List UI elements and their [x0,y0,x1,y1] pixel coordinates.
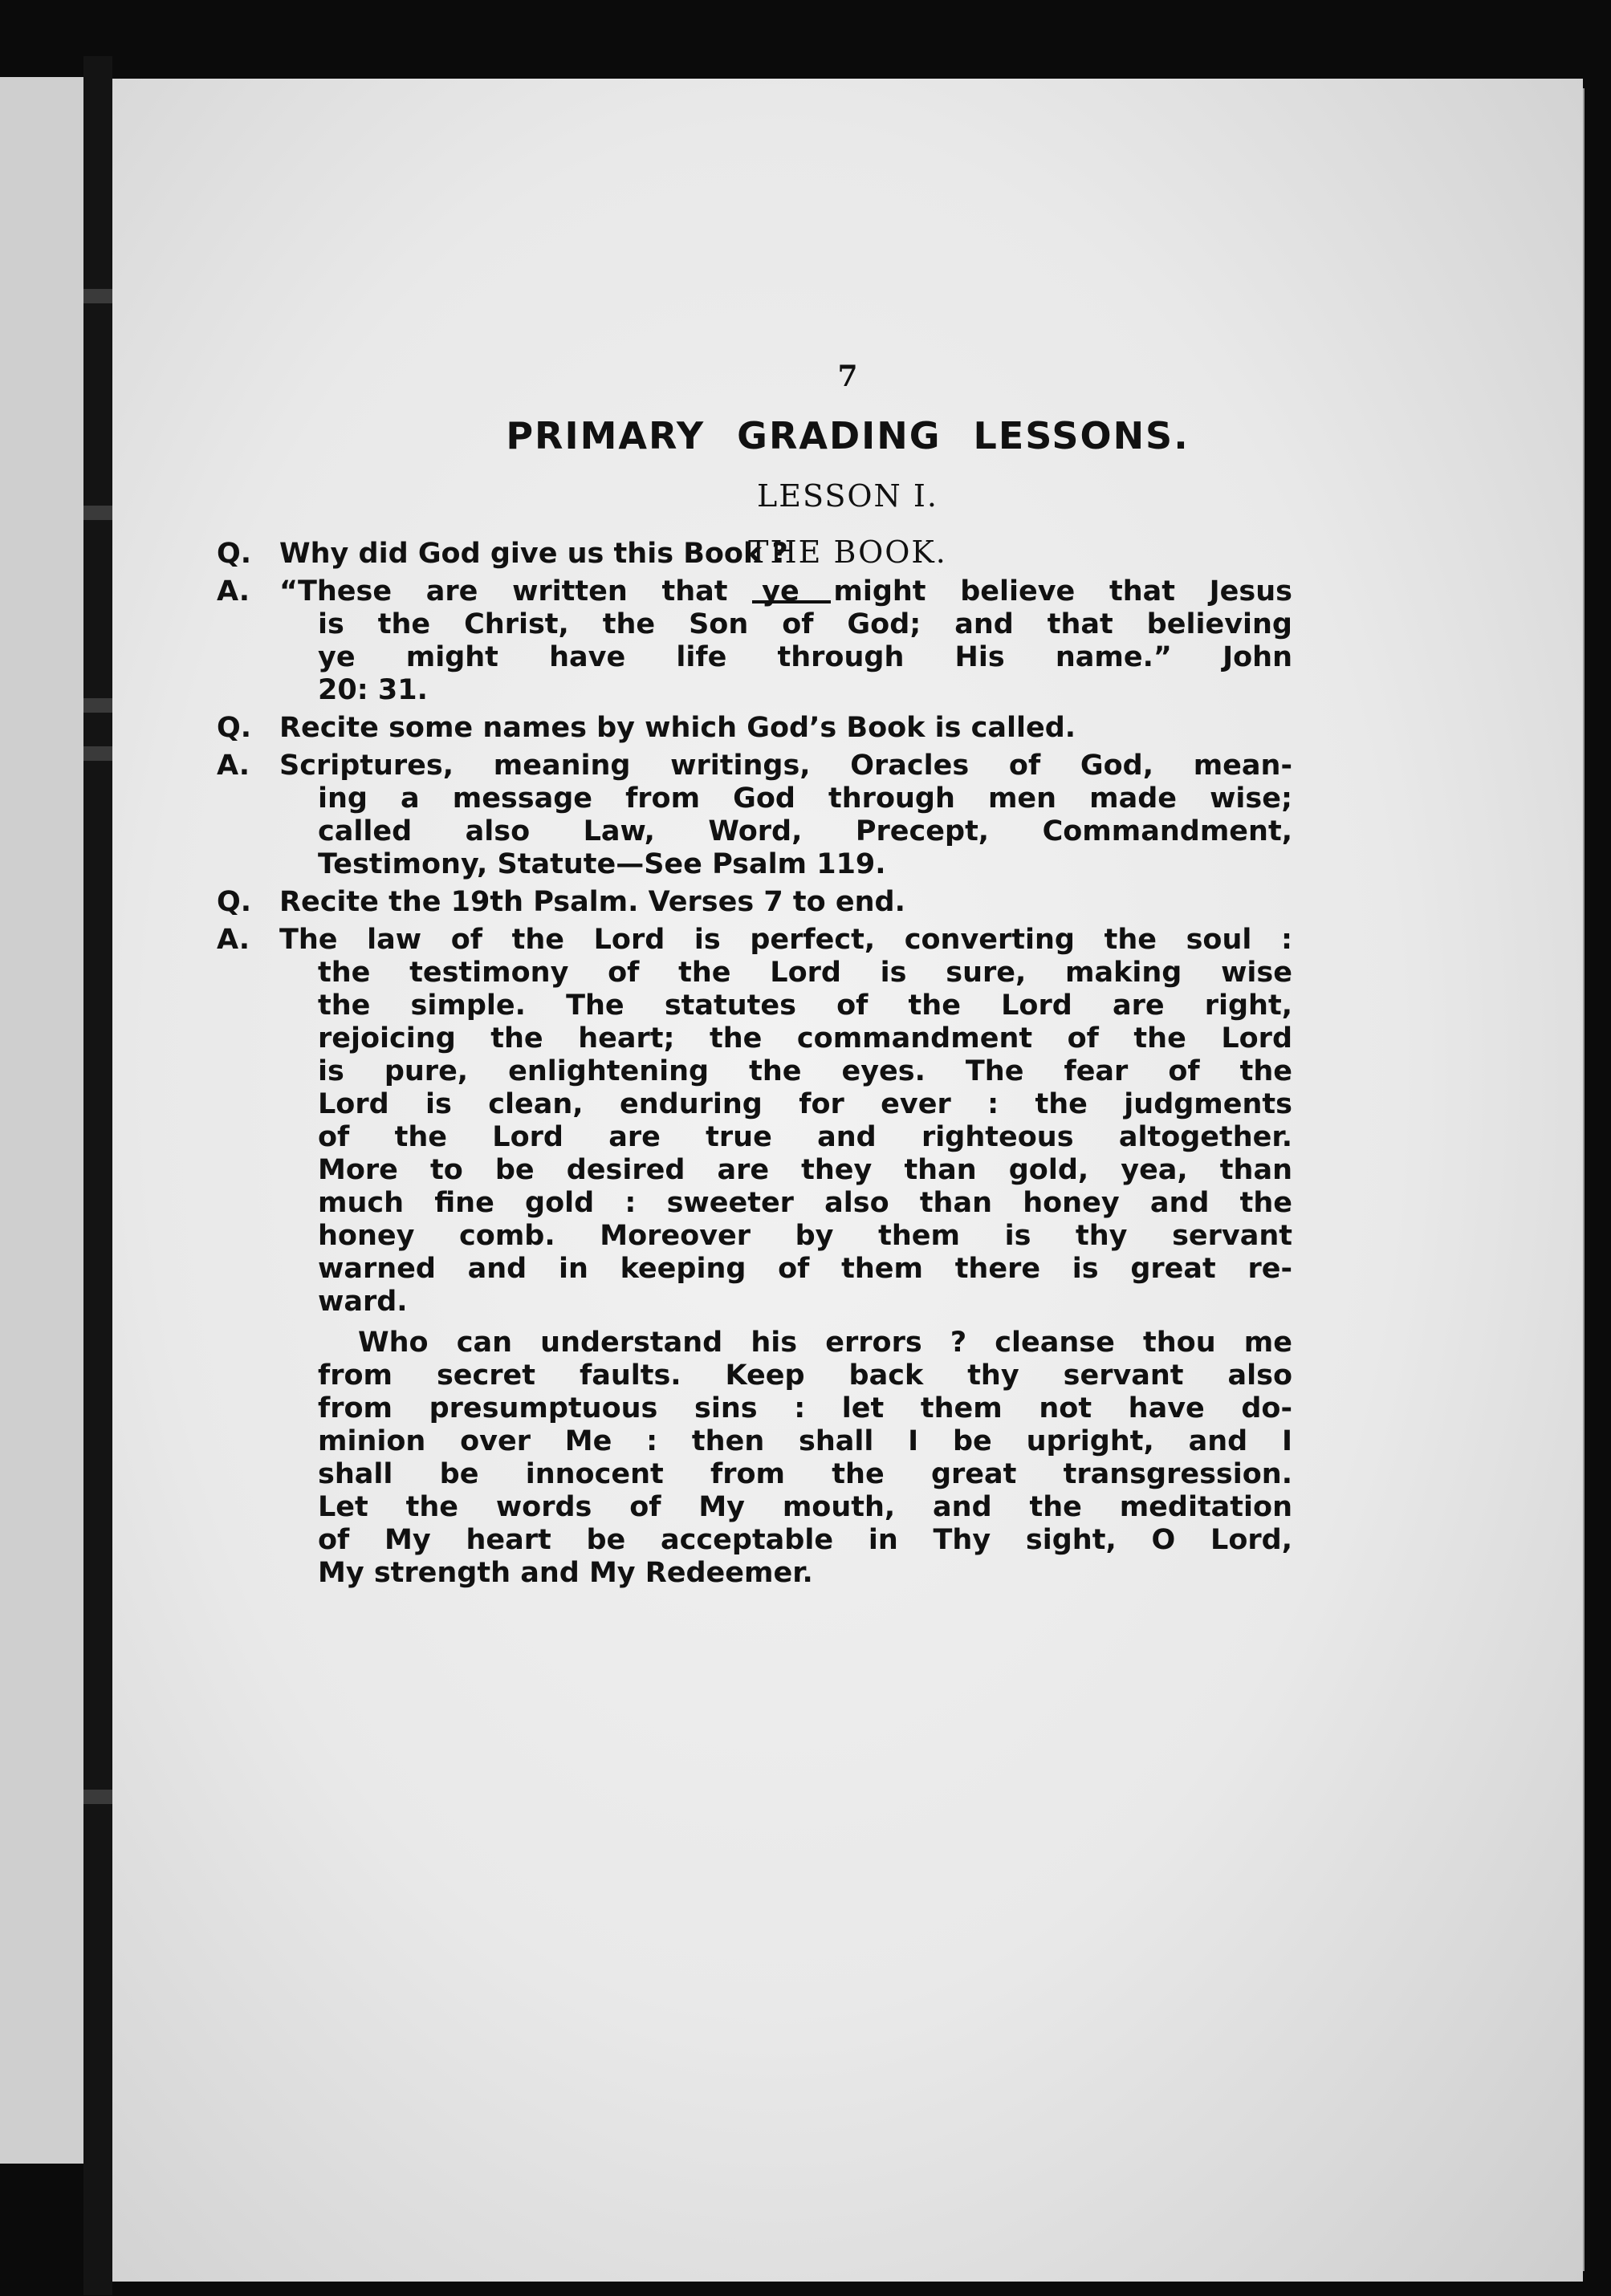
entry-line: The law of the Lord is perfect, converting the soul : [279,924,1292,956]
page-number: 7 [837,360,858,393]
answer-entry [217,924,1292,1590]
spine-mark [83,1790,112,1804]
entry-marker: Q. [217,538,252,570]
question-entry [217,538,1292,571]
paragraph-line: Let the words of My mouth, and the meditation [318,1491,1292,1523]
entry-line: Lord is clean, enduring for ever : the judgments [318,1088,1292,1120]
entry-line: Testimony, Statute—See Psalm 119. [318,848,886,880]
spine-mark [83,506,112,520]
entry-line: honey comb. Moreover by them is thy servant [318,1220,1292,1252]
paragraph-line: My strength and My Redeemer. [318,1557,813,1589]
entry-line: the testimony of the Lord is sure, making wise [318,957,1292,989]
entry-line: the simple. The statutes of the Lord are right, [318,990,1292,1022]
entry-line: Why did God give us this Book ? [279,538,788,570]
entry-line: called also Law, Word, Precept, Commandment, [318,815,1292,847]
left-page-edge [0,77,83,2164]
entry-line: rejoicing the heart; the commandment of the Lord [318,1022,1292,1055]
lesson-subject: THE BOOK. [748,534,947,570]
page-title: PRIMARY GRADING LESSONS. [506,414,1190,457]
paragraph-line: from secret faults. Keep back thy servant also [318,1359,1292,1392]
entry-line: warned and in keeping of them there is great re- [318,1253,1292,1285]
spine-mark [83,289,112,303]
entry-marker: Q. [217,712,252,744]
spine-mark [83,698,112,713]
spine-mark [83,746,112,761]
paragraph-line: minion over Me : then shall I be upright, and I [318,1425,1292,1457]
entry-marker: A. [217,575,250,608]
entry-marker: A. [217,750,250,782]
entry-line: ward. [318,1286,408,1318]
qa-list [217,538,1292,1595]
entry-line: of the Lord are true and righteous altogether. [318,1121,1292,1153]
entry-line: much fine gold : sweeter also than honey and the [318,1187,1292,1219]
entry-line: Scriptures, meaning writings, Oracles of God, mean- [279,750,1292,782]
paragraph-line: from presumptuous sins : let them not have do- [318,1392,1292,1424]
entry-line: “These are written that ye might believe that Jesus [279,575,1292,608]
paragraph-line: shall be innocent from the great transgression. [318,1458,1292,1490]
lesson-heading: LESSON I. [757,478,938,514]
entry-line: is pure, enlightening the eyes. The fear of the [318,1055,1292,1087]
entry-marker: Q. [217,886,252,918]
entry-line: is the Christ, the Son of God; and that believing [318,608,1292,640]
entry-line: More to be desired are they than gold, yea, than [318,1154,1292,1186]
question-entry [217,712,1292,745]
entry-line: 20: 31. [318,674,428,706]
question-entry [217,886,1292,919]
paragraph-line: Who can understand his errors ? cleanse thou me [358,1327,1292,1359]
entry-line: ing a message from God through men made wise; [318,782,1292,815]
answer-entry [217,575,1292,707]
entry-line: ye might have life through His name.” John [318,641,1292,673]
book-spine [83,56,112,2295]
entry-line: Recite some names by which God’s Book is called. [279,712,1076,744]
entry-line: Recite the 19th Psalm. Verses 7 to end. [279,886,905,918]
entry-marker: A. [217,924,250,956]
answer-entry [217,750,1292,881]
paragraph-line: of My heart be acceptable in Thy sight, O Lord, [318,1524,1292,1556]
